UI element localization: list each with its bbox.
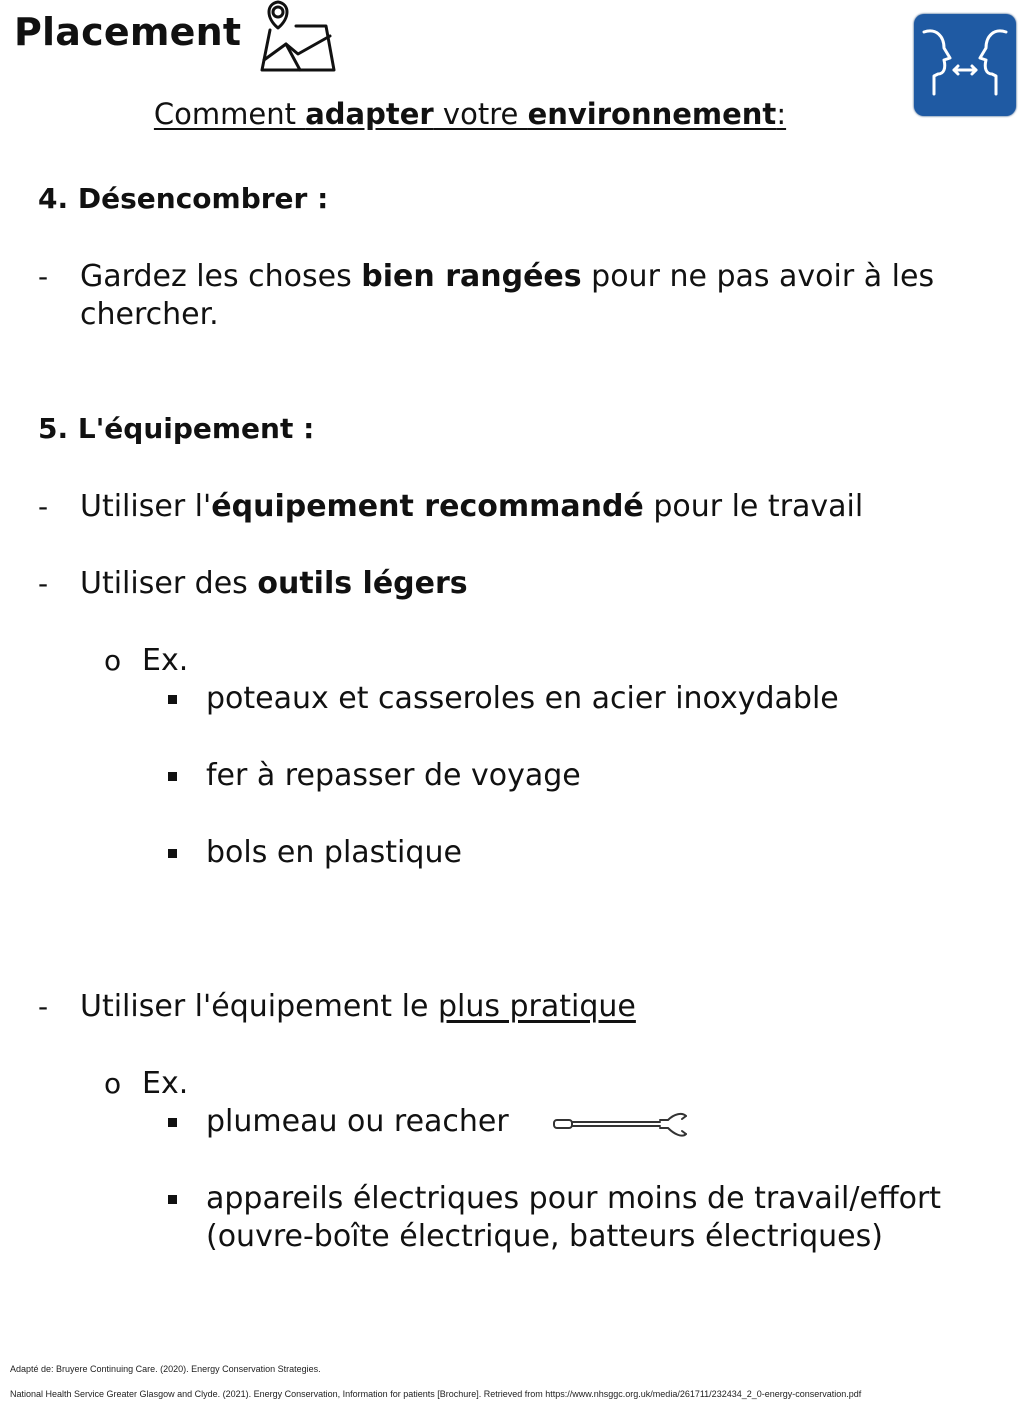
footer-citation: Adapté de: Bruyere Continuing Care. (2020). Energy Conservation Strategies. [10,1364,321,1374]
circle-bullet: o [104,644,122,677]
section-heading: 5. L'équipement : [38,412,315,445]
subtitle: Comment adapter votre environnement: [153,97,787,131]
square-bullet [168,772,177,781]
section-heading: 4. Désencombrer : [38,182,329,215]
footer-citation: National Health Service Greater Glasgow and Clyde. (2021). Energy Conservation, Information for patients [Brochure]. Retrieved from https://www.nhsggc.org.uk/media/261711/232434_2_0-energy-conservation.pdf [10,1389,862,1399]
list-item: appareils électriques pour moins de travail/effort (ouvre-boîte électrique, batteurs électriques) [206,1181,942,1254]
page-title: Placement [14,10,242,54]
list-item: plumeau ou reacher [206,1104,509,1139]
list-item: poteaux et casseroles en acier inoxydable [206,681,839,716]
square-bullet [168,849,177,858]
list-item: Utiliser l'équipement le plus pratique [80,989,636,1024]
square-bullet [168,1118,177,1127]
dash-bullet: - [38,990,49,1023]
dash-bullet: - [38,490,49,523]
dash-bullet: - [38,567,49,600]
list-item: fer à repasser de voyage [206,758,581,793]
square-bullet [168,1195,177,1204]
list-item: Utiliser l'équipement recommandé pour le travail [80,489,864,524]
circle-bullet: o [104,1067,122,1100]
list-item: bols en plastique [206,835,462,870]
example-label: Ex. [142,643,189,678]
list-item: Utiliser des outils légers [80,566,468,601]
square-bullet [168,695,177,704]
list-item: Gardez les choses bien rangées pour ne pas avoir à les chercher. [80,259,935,332]
example-label: Ex. [142,1066,189,1101]
reacher-tool-icon [552,1108,692,1144]
map-pin-icon [256,0,338,74]
dash-bullet: - [38,260,49,293]
